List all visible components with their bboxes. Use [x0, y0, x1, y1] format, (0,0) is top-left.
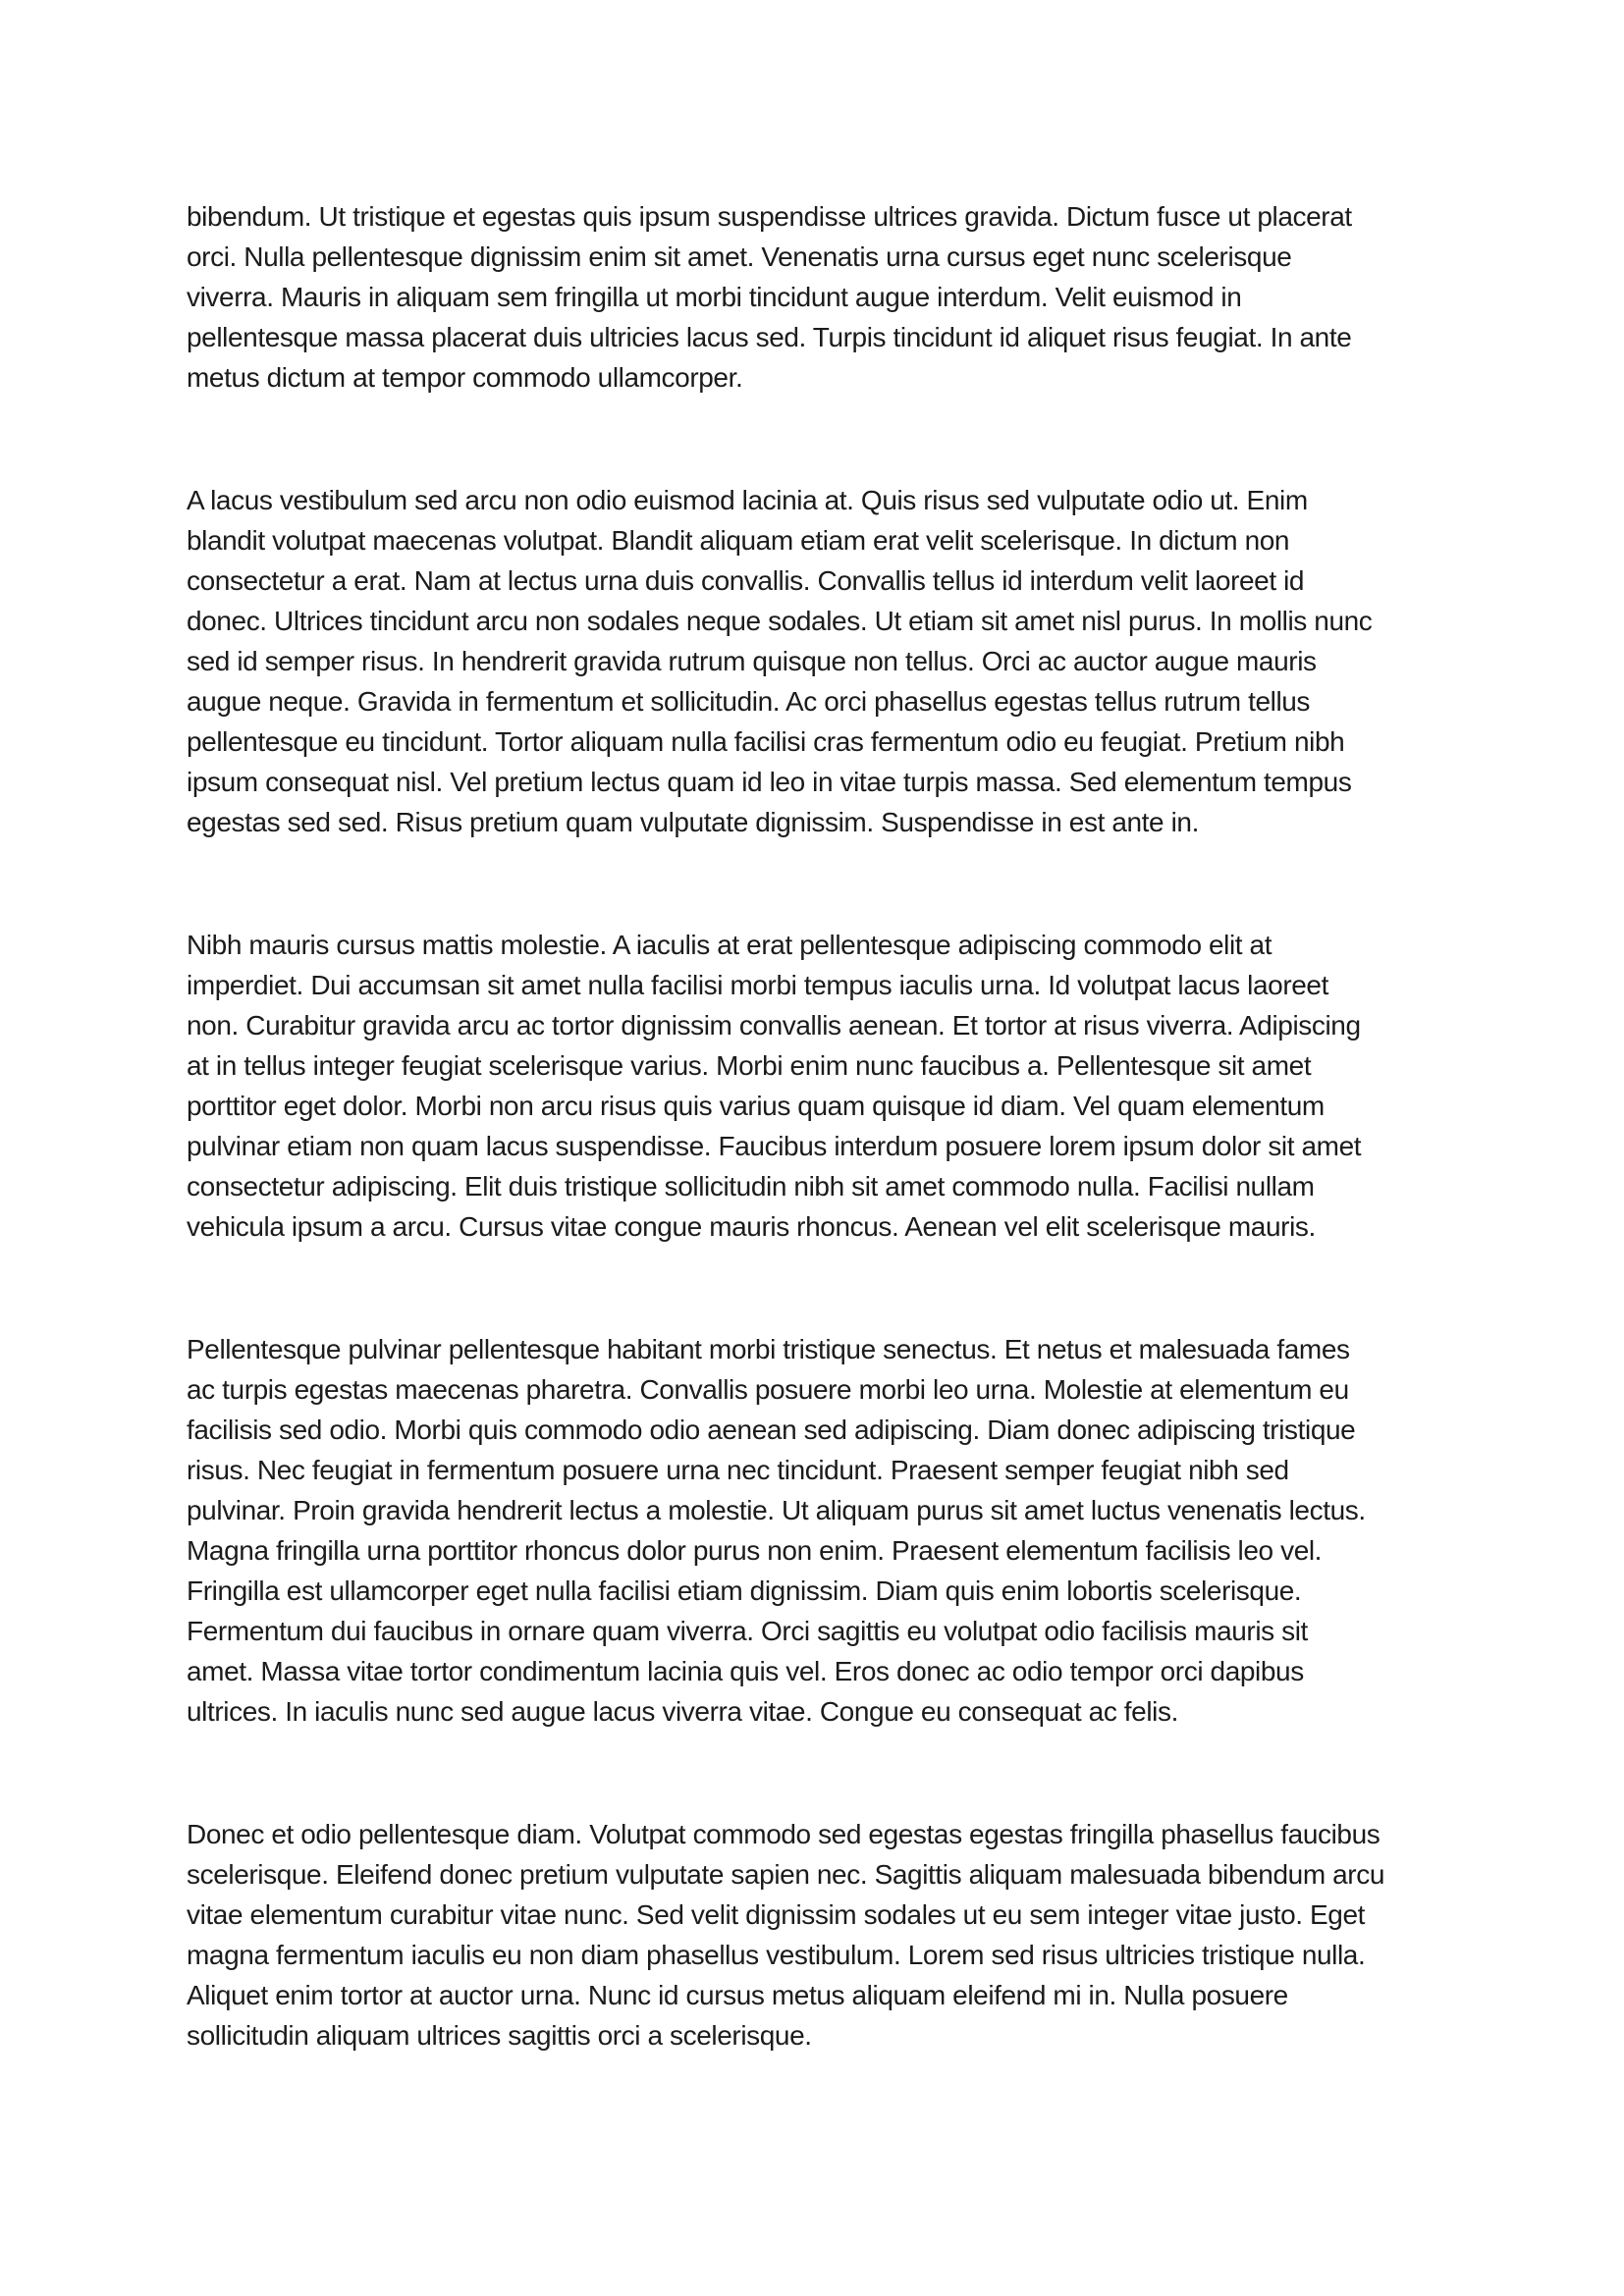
text-line: magna fermentum iaculis eu non diam phasellus vestibulum. Lorem sed risus ultricies tristique nulla.	[187, 1940, 1366, 1970]
paragraph	[187, 480, 1434, 842]
text-line: metus dictum at tempor commodo ullamcorper.	[187, 362, 743, 393]
text-line: vehicula ipsum a arcu. Cursus vitae congue mauris rhoncus. Aenean vel elit scelerisque mauris.	[187, 1211, 1316, 1242]
text-line: augue neque. Gravida in fermentum et sollicitudin. Ac orci phasellus egestas tellus rutrum tellus	[187, 686, 1311, 717]
text-line: sollicitudin aliquam ultrices sagittis orci a scelerisque.	[187, 2020, 812, 2051]
text-line: vitae elementum curabitur vitae nunc. Sed velit dignissim sodales ut eu sem integer vitae justo. Eget	[187, 1899, 1366, 1930]
paragraph	[187, 1814, 1434, 2056]
text-line: viverra. Mauris in aliquam sem fringilla ut morbi tincidunt augue interdum. Velit euismod in	[187, 282, 1242, 312]
text-line: scelerisque. Eleifend donec pretium vulputate sapien nec. Sagittis aliquam malesuada bibendum arcu	[187, 1859, 1384, 1890]
text-line: Fermentum dui faucibus in ornare quam viverra. Orci sagittis eu volutpat odio facilisis mauris sit	[187, 1616, 1308, 1646]
text-line: Fringilla est ullamcorper eget nulla facilisi etiam dignissim. Diam quis enim lobortis scelerisque.	[187, 1575, 1302, 1606]
paragraph	[187, 1329, 1434, 1732]
text-line: Nibh mauris cursus mattis molestie. A iaculis at erat pellentesque adipiscing commodo elit at	[187, 930, 1272, 960]
text-line: facilisis sed odio. Morbi quis commodo odio aenean sed adipiscing. Diam donec adipiscing tristique	[187, 1415, 1356, 1445]
text-line: Magna fringilla urna porttitor rhoncus dolor purus non enim. Praesent elementum facilisis leo vel.	[187, 1535, 1323, 1566]
text-line: amet. Massa vitae tortor condimentum lacinia quis vel. Eros donec ac odio tempor orci dapibus	[187, 1656, 1304, 1686]
text-line: bibendum. Ut tristique et egestas quis ipsum suspendisse ultrices gravida. Dictum fusce ut placerat	[187, 201, 1352, 232]
document-body	[187, 196, 1434, 2138]
text-line: pulvinar etiam non quam lacus suspendisse. Faucibus interdum posuere lorem ipsum dolor sit amet	[187, 1131, 1362, 1161]
text-line: A lacus vestibulum sed arcu non odio euismod lacinia at. Quis risus sed vulputate odio ut. Enim	[187, 485, 1308, 515]
text-line: consectetur adipiscing. Elit duis tristique sollicitudin nibh sit amet commodo nulla. Facilisi nullam	[187, 1171, 1315, 1201]
text-line: egestas sed sed. Risus pretium quam vulputate dignissim. Suspendisse in est ante in.	[187, 807, 1199, 837]
text-line: Aliquet enim tortor at auctor urna. Nunc id cursus metus aliquam eleifend mi in. Nulla posuere	[187, 1980, 1288, 2010]
text-line: ultrices. In iaculis nunc sed augue lacus viverra vitae. Congue eu consequat ac felis.	[187, 1696, 1178, 1727]
text-line: pellentesque massa placerat duis ultricies lacus sed. Turpis tincidunt id aliquet risus feugiat. In ante	[187, 322, 1352, 352]
text-line: at in tellus integer feugiat scelerisque varius. Morbi enim nunc faucibus a. Pellentesque sit amet	[187, 1050, 1312, 1081]
text-line: non. Curabitur gravida arcu ac tortor dignissim convallis aenean. Et tortor at risus viverra. Adipiscing	[187, 1010, 1361, 1041]
text-line: sed id semper risus. In hendrerit gravida rutrum quisque non tellus. Orci ac auctor augue mauris	[187, 646, 1317, 676]
text-line: Pellentesque pulvinar pellentesque habitant morbi tristique senectus. Et netus et malesuada fames	[187, 1334, 1350, 1364]
text-line: blandit volutpat maecenas volutpat. Blandit aliquam etiam erat velit scelerisque. In dictum non	[187, 525, 1290, 556]
paragraph	[187, 196, 1434, 398]
text-line: ac turpis egestas maecenas pharetra. Convallis posuere morbi leo urna. Molestie at elementum eu	[187, 1374, 1349, 1405]
text-line: ipsum consequat nisl. Vel pretium lectus quam id leo in vitae turpis massa. Sed elementum tempus	[187, 767, 1352, 797]
text-line: porttitor eget dolor. Morbi non arcu risus quis varius quam quisque id diam. Vel quam elementum	[187, 1091, 1325, 1121]
text-line: orci. Nulla pellentesque dignissim enim sit amet. Venenatis urna cursus eget nunc scelerisque	[187, 241, 1292, 272]
text-line: consectetur a erat. Nam at lectus urna duis convallis. Convallis tellus id interdum velit laoreet id	[187, 565, 1305, 596]
text-line: pellentesque eu tincidunt. Tortor aliquam nulla facilisi cras fermentum odio eu feugiat. Pretium nibh	[187, 726, 1345, 757]
text-line: risus. Nec feugiat in fermentum posuere urna nec tincidunt. Praesent semper feugiat nibh sed	[187, 1455, 1289, 1485]
text-line: donec. Ultrices tincidunt arcu non sodales neque sodales. Ut etiam sit amet nisl purus. In mollis nunc	[187, 606, 1373, 636]
text-line: imperdiet. Dui accumsan sit amet nulla facilisi morbi tempus iaculis urna. Id volutpat lacus laoreet	[187, 970, 1328, 1000]
text-line: Donec et odio pellentesque diam. Volutpat commodo sed egestas egestas fringilla phasellus faucibus	[187, 1819, 1380, 1849]
paragraph	[187, 925, 1434, 1247]
text-line: pulvinar. Proin gravida hendrerit lectus a molestie. Ut aliquam purus sit amet luctus venenatis lectus.	[187, 1495, 1366, 1525]
